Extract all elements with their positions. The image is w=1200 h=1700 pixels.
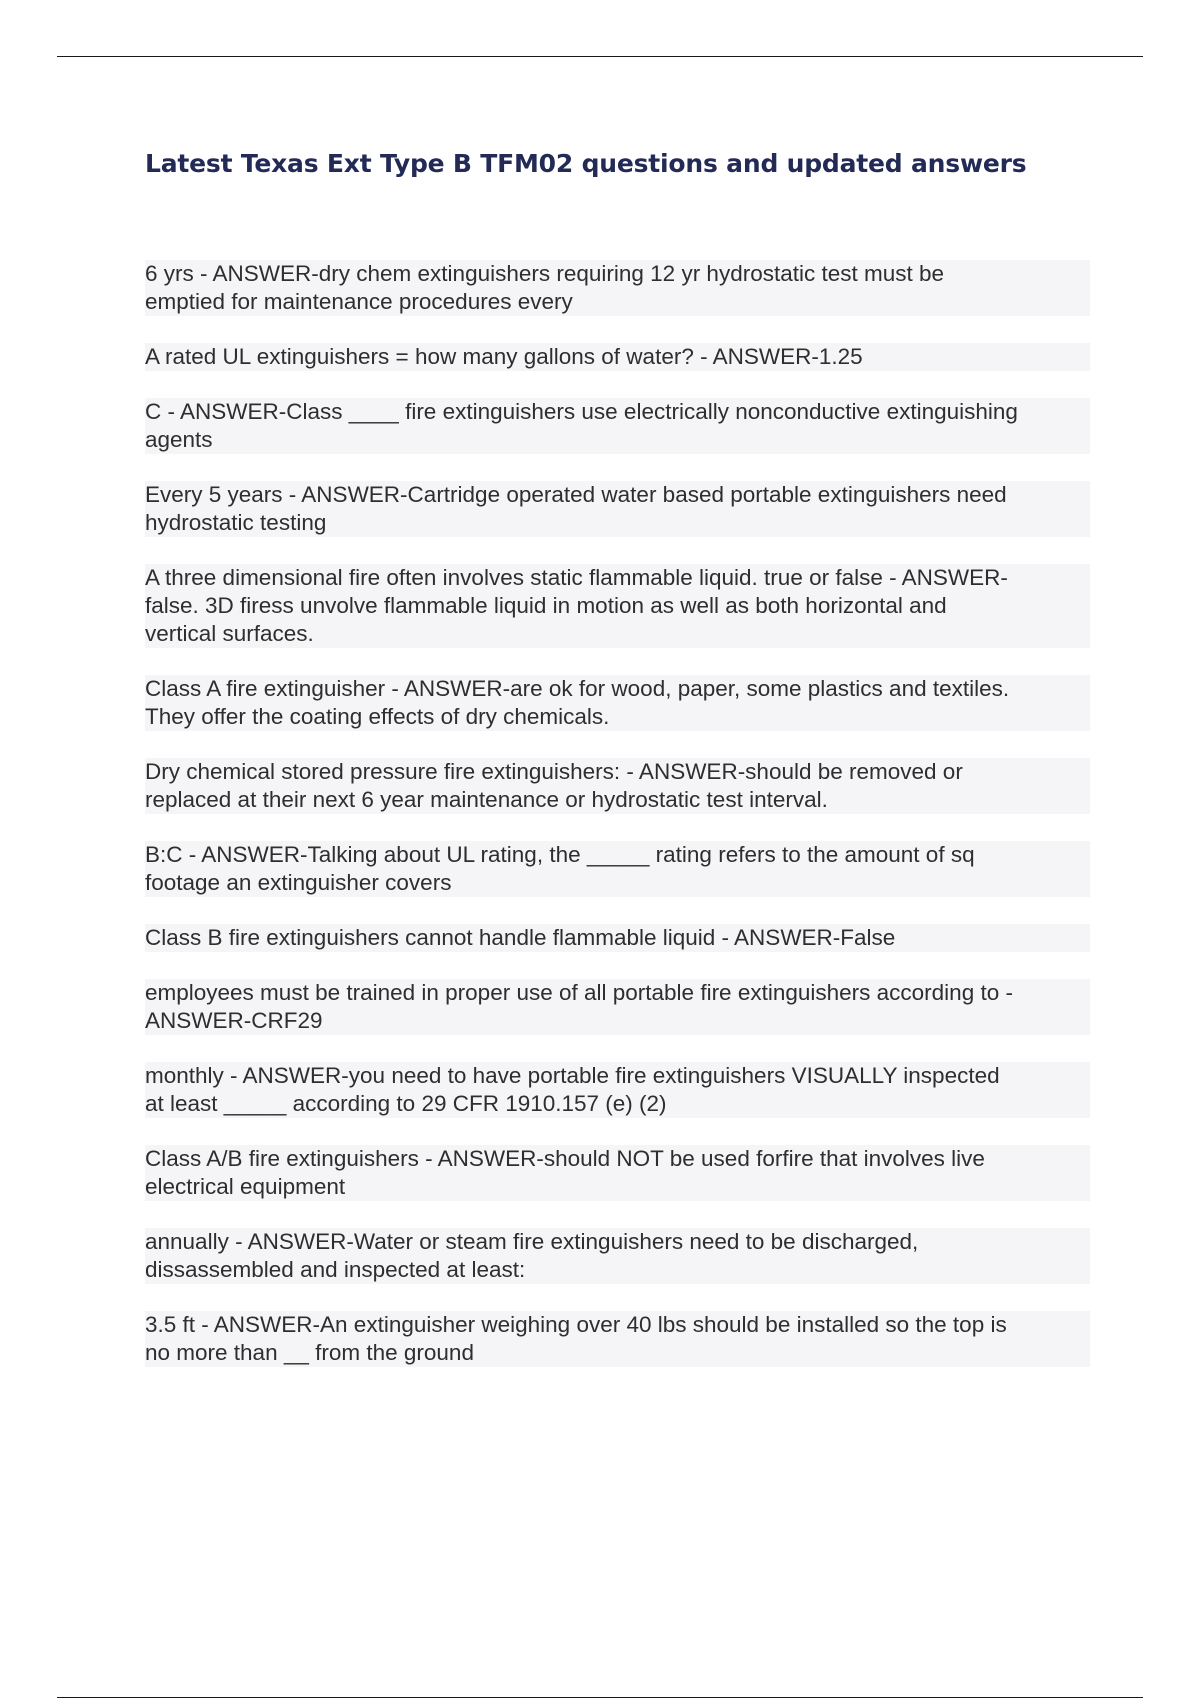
qa-item (145, 260, 1090, 316)
qa-text: B:C - ANSWER-Talking about UL rating, the _____ rating refers to the amount of sq footage an extinguisher covers (145, 841, 1090, 897)
qa-item (145, 924, 1090, 952)
qa-text: A rated UL extinguishers = how many gallons of water? - ANSWER-1.25 (145, 343, 1090, 371)
qa-item (145, 1311, 1090, 1367)
footer-rule (57, 1697, 1143, 1698)
qa-text: 6 yrs - ANSWER-dry chem extinguishers requiring 12 yr hydrostatic test must be emptied for maintenance procedures every (145, 260, 1090, 316)
document-title: Latest Texas Ext Type B TFM02 questions and updated answers (145, 149, 1027, 178)
qa-text: Class B fire extinguishers cannot handle flammable liquid - ANSWER-False (145, 924, 1090, 952)
qa-item (145, 675, 1090, 731)
qa-item (145, 758, 1090, 814)
qa-text: Class A fire extinguisher - ANSWER-are ok for wood, paper, some plastics and textiles. They offer the coating effects of dry chemicals. (145, 675, 1090, 731)
qa-item (145, 398, 1090, 454)
qa-text: A three dimensional fire often involves static flammable liquid. true or false - ANSWER- false. 3D firess unvolve flammable liquid in motion as well as both horizontal and vertical surfaces. (145, 564, 1090, 648)
qa-list (145, 260, 1090, 1394)
qa-text: annually - ANSWER-Water or steam fire extinguishers need to be discharged, dissassembled and inspected at least: (145, 1228, 1090, 1284)
qa-text: Every 5 years - ANSWER-Cartridge operated water based portable extinguishers need hydrostatic testing (145, 481, 1090, 537)
qa-item (145, 343, 1090, 371)
qa-item (145, 1062, 1090, 1118)
qa-item (145, 564, 1090, 648)
qa-item (145, 1228, 1090, 1284)
qa-text: 3.5 ft - ANSWER-An extinguisher weighing over 40 lbs should be installed so the top is no more than __ from the ground (145, 1311, 1090, 1367)
qa-text: Class A/B fire extinguishers - ANSWER-should NOT be used forfire that involves live electrical equipment (145, 1145, 1090, 1201)
qa-text: employees must be trained in proper use of all portable fire extinguishers according to - ANSWER-CRF29 (145, 979, 1090, 1035)
qa-item (145, 1145, 1090, 1201)
qa-text: C - ANSWER-Class ____ fire extinguishers use electrically nonconductive extinguishing agents (145, 398, 1090, 454)
qa-item (145, 481, 1090, 537)
qa-item (145, 841, 1090, 897)
qa-item (145, 979, 1090, 1035)
qa-text: monthly - ANSWER-you need to have portable fire extinguishers VISUALLY inspected at least _____ according to 29 CFR 1910.157 (e) (2) (145, 1062, 1090, 1118)
header-rule (57, 56, 1143, 57)
qa-text: Dry chemical stored pressure fire extinguishers: - ANSWER-should be removed or replaced at their next 6 year maintenance or hydrostatic test interval. (145, 758, 1090, 814)
